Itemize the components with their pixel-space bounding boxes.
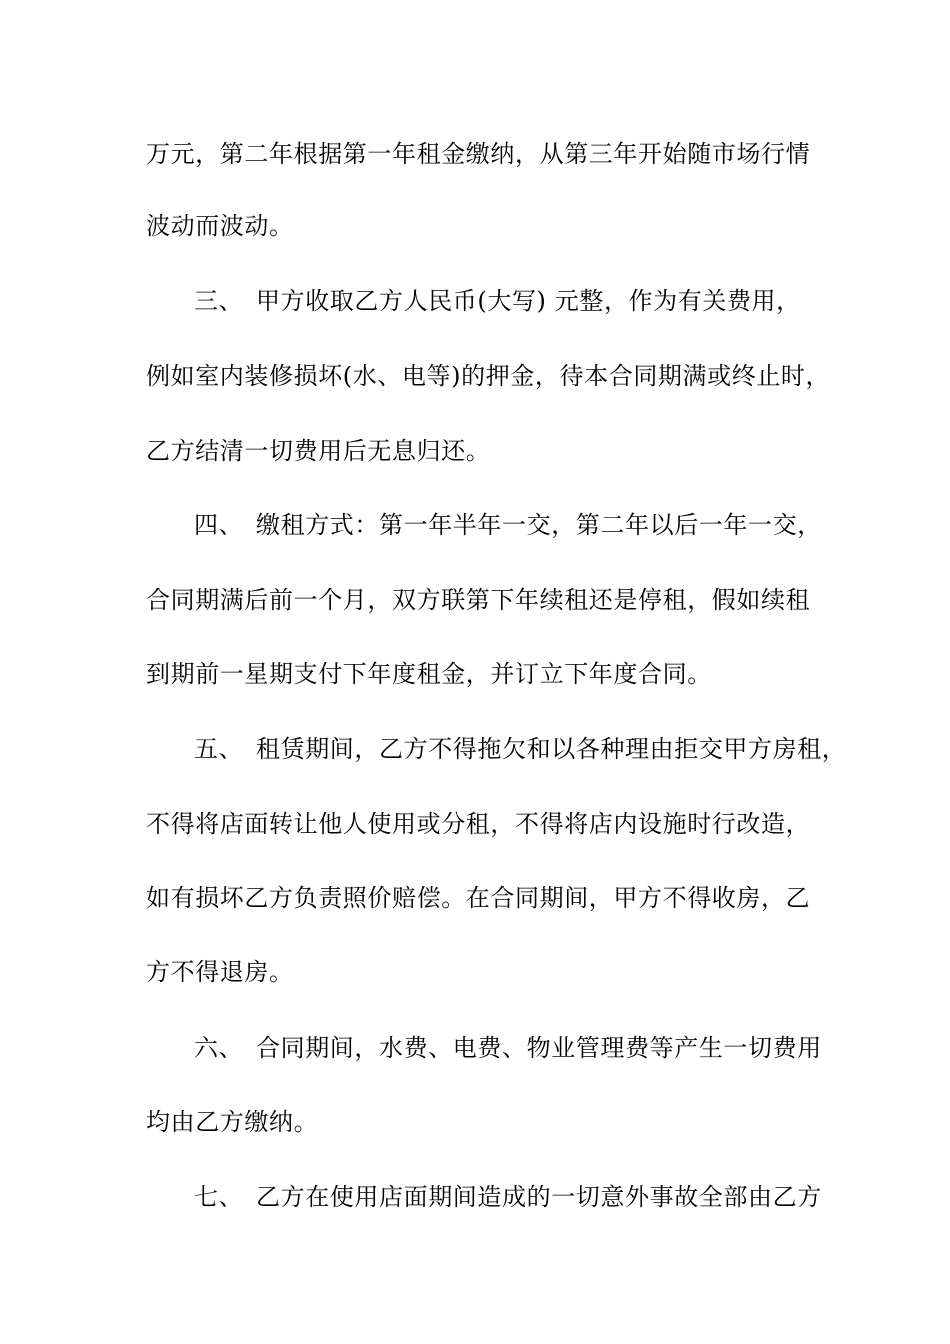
line-text: 例如室内装修损坏(水、电等)的押金，待本合同期满或终止时， xyxy=(146,362,831,390)
text-line xyxy=(146,1107,318,1137)
text-line xyxy=(146,211,294,241)
line-text: 甲方收取乙方人民币(大写) 元整，作为有关费用， xyxy=(256,287,801,315)
line-text: 波动而波动。 xyxy=(146,212,294,240)
clause-six xyxy=(194,1033,822,1063)
line-text: 不得将店面转让他人使用或分租，不得将店内设施时行改造， xyxy=(146,810,811,838)
line-text: 乙方结清一切费用后无息归还。 xyxy=(146,437,491,465)
text-line xyxy=(146,809,810,839)
clause-four xyxy=(194,510,822,540)
text-line xyxy=(146,585,810,615)
clause-number: 五、 xyxy=(194,735,244,763)
line-text: 合同期满后前一个月，双方联第下年续租还是停租，假如续租 xyxy=(146,586,811,614)
line-text: 均由乙方缴纳。 xyxy=(146,1108,319,1136)
clause-number: 六、 xyxy=(194,1034,244,1062)
line-text: 缴租方式：第一年半年一交，第二年以后一年一交， xyxy=(256,511,822,539)
line-text: 万元，第二年根据第一年租金缴纳，从第三年开始随市场行情 xyxy=(146,140,811,168)
clause-number: 四、 xyxy=(194,511,244,539)
text-line xyxy=(146,883,810,913)
text-line xyxy=(146,957,294,987)
line-text: 方不得退房。 xyxy=(146,958,294,986)
clause-number: 三、 xyxy=(194,287,244,315)
text-line xyxy=(146,659,712,689)
line-text: 到期前一星期支付下年度租金，并订立下年度合同。 xyxy=(146,660,712,688)
text-line xyxy=(146,361,830,391)
text-line xyxy=(146,139,810,169)
line-text: 如有损坏乙方负责照价赔偿。在合同期间，甲方不得收房，乙 xyxy=(146,884,811,912)
line-text: 合同期间，水费、电费、物业管理费等产生一切费用 xyxy=(256,1034,822,1062)
line-text: 租赁期间，乙方不得拖欠和以各种理由拒交甲方房租， xyxy=(256,735,847,763)
line-text: 乙方在使用店面期间造成的一切意外事故全部由乙方 xyxy=(256,1183,822,1211)
text-line xyxy=(146,436,490,466)
clause-seven xyxy=(194,1182,822,1212)
clause-three xyxy=(194,286,801,316)
clause-number: 七、 xyxy=(194,1183,244,1211)
clause-five xyxy=(194,734,846,764)
